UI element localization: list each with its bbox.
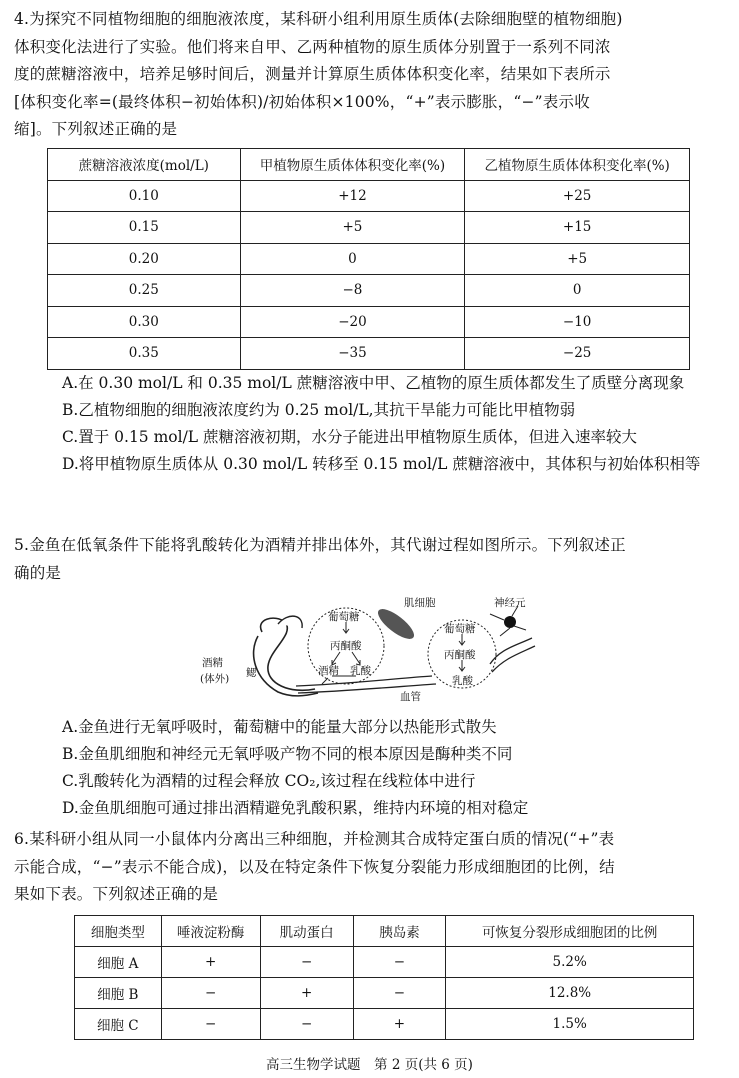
table-header-cell: 肌动蛋白: [260, 916, 353, 947]
table-cell: +: [161, 947, 260, 978]
q6-line: 果如下表。下列叙述正确的是: [14, 885, 219, 903]
option-b: B.乙植物细胞的细胞液浓度约为 0.25 mol/L,其抗干旱能力可能比甲植物弱: [62, 401, 576, 419]
q4-line: 度的蔗糖溶液中，培养足够时间后，测量并计算原生质体体积变化率，结果如下表所示: [14, 65, 611, 83]
q5-line: 确的是: [14, 563, 62, 582]
table-header-cell: 乙植物原生质体体积变化率(%): [465, 149, 690, 181]
q6-data-table: [74, 915, 694, 1040]
q4-line: 缩]。下列叙述正确的是: [14, 120, 178, 138]
table-cell: +5: [465, 243, 690, 275]
question-5-stem: [14, 532, 726, 587]
table-header-row: [75, 916, 694, 947]
gill-cap: [278, 616, 302, 628]
label-blood-vessel: 血管: [400, 691, 421, 703]
q4-line: [体积变化率=(最终体积−初始体积)/初始体积×100%，“+”表示膨胀，“−”表示收: [14, 92, 590, 111]
table-cell: 12.8%: [446, 978, 694, 1009]
question-4-stem: [14, 6, 726, 144]
arrow-icon: [332, 652, 340, 665]
q4-line: 体积变化法进行了实验。他们将来自甲、乙两种植物的原生质体分别置于一系列不同浓: [14, 37, 611, 56]
label-lactate-neuron: 乳酸: [452, 675, 473, 687]
table-header-cell: 胰岛素: [353, 916, 446, 947]
label-pyruvate-muscle: 丙酮酸: [330, 640, 362, 652]
option-d: D.将甲植物原生质体从 0.30 mol/L 转移至 0.15 mol/L 蔗糖溶液中，其体积与初始体积相等: [62, 455, 701, 473]
arrow-icon: [343, 622, 349, 633]
label-gill: 鳃: [246, 667, 257, 679]
table-header-cell: 唾液淀粉酶: [161, 916, 260, 947]
option-c: C.乳酸转化为酒精的过程会释放 CO₂,该过程在线粒体中进行: [62, 772, 476, 790]
label-neuron: 神经元: [494, 597, 526, 609]
option-c: C.置于 0.15 mol/L 蔗糖溶液初期，水分子能进出甲植物原生质体，但进入速率较大: [62, 428, 638, 446]
label-muscle-cell: 肌细胞: [404, 597, 436, 609]
label-pyruvate-neuron: 丙酮酸: [444, 649, 476, 661]
table-cell: +12: [240, 180, 465, 212]
label-glucose-muscle: 葡萄糖: [328, 611, 360, 623]
table-header-cell: 蔗糖溶液浓度(mol/L): [48, 149, 241, 181]
muscle-fiber-shape: [374, 604, 419, 644]
table-cell: −: [260, 947, 353, 978]
option-b: B.金鱼肌细胞和神经元无氧呼吸产物不同的根本原因是酶种类不同: [62, 745, 513, 763]
arrow-icon: [459, 634, 465, 645]
table-row: [75, 947, 694, 978]
table-cell: 细胞 A: [75, 947, 162, 978]
table-cell: +: [260, 978, 353, 1009]
table-row: [48, 275, 690, 307]
gill-outline: [261, 618, 315, 690]
label-outside: (体外): [200, 673, 230, 685]
table-cell: −: [161, 1009, 260, 1040]
table-row: [48, 212, 690, 244]
table-cell: −10: [465, 306, 690, 338]
nerve-line: [490, 638, 532, 664]
table-cell: 0: [465, 275, 690, 307]
table-header-cell: 甲植物原生质体体积变化率(%): [240, 149, 465, 181]
table-cell: 0.30: [48, 306, 241, 338]
page-footer: 高三生物学试题 第 2 页(共 6 页): [266, 1057, 473, 1073]
table-cell: 0: [240, 243, 465, 275]
table-cell: 0.15: [48, 212, 241, 244]
label-ethanol-outside: 酒精: [202, 657, 223, 669]
table-cell: −: [161, 978, 260, 1009]
table-cell: −: [353, 947, 446, 978]
option-d: D.金鱼肌细胞可通过排出酒精避免乳酸积累，维持内环境的相对稳定: [62, 799, 529, 817]
table-cell: −: [353, 978, 446, 1009]
table-cell: 细胞 C: [75, 1009, 162, 1040]
label-glucose-neuron: 葡萄糖: [444, 623, 476, 635]
option-a: A.金鱼进行无氧呼吸时，葡萄糖中的能量大部分以热能形式散失: [62, 718, 497, 736]
goldfish-metabolism-diagram: [200, 594, 542, 706]
table-header-row: [48, 149, 690, 181]
q4-data-table: [47, 148, 690, 370]
arrow-icon: [352, 652, 360, 665]
table-cell: −8: [240, 275, 465, 307]
q4-options: [62, 370, 722, 478]
table-header-cell: 可恢复分裂形成细胞团的比例: [446, 916, 694, 947]
table-row: [75, 1009, 694, 1040]
question-6-stem: [14, 826, 726, 909]
table-cell: 0.35: [48, 338, 241, 370]
table-cell: 0.10: [48, 180, 241, 212]
q5-line: 5.金鱼在低氧条件下能将乳酸转化为酒精并排出体外，其代谢过程如图所示。下列叙述正: [14, 536, 626, 554]
table-row: [48, 180, 690, 212]
arrow-icon: [322, 678, 328, 684]
table-cell: 1.5%: [446, 1009, 694, 1040]
table-cell: 0.25: [48, 275, 241, 307]
blood-vessel-line: [296, 676, 432, 686]
table-row: [48, 306, 690, 338]
q5-options: [62, 714, 722, 822]
q4-line: 4.为探究不同植物细胞的细胞液浓度，某科研小组利用原生质体(去除细胞壁的植物细胞): [14, 10, 623, 28]
table-cell: 细胞 B: [75, 978, 162, 1009]
table-cell: 5.2%: [446, 947, 694, 978]
table-cell: −: [260, 1009, 353, 1040]
table-row: [75, 978, 694, 1009]
table-cell: −20: [240, 306, 465, 338]
arrow-icon: [459, 660, 465, 671]
table-cell: +5: [240, 212, 465, 244]
label-lactate-muscle: 乳酸: [350, 665, 371, 677]
table-cell: +: [353, 1009, 446, 1040]
table-cell: +15: [465, 212, 690, 244]
table-cell: −35: [240, 338, 465, 370]
table-cell: −25: [465, 338, 690, 370]
q6-line: 6.某科研小组从同一小鼠体内分离出三种细胞，并检测其合成特定蛋白质的情况(“+”表: [14, 830, 615, 848]
table-cell: +25: [465, 180, 690, 212]
table-row: [48, 338, 690, 370]
table-header-cell: 细胞类型: [75, 916, 162, 947]
nerve-line: [492, 646, 535, 672]
q6-line: 示能合成，“−”表示不能合成)，以及在特定条件下恢复分裂能力形成细胞团的比例，结: [14, 857, 615, 876]
label-ethanol-muscle: 酒精: [318, 665, 339, 677]
table-row: [48, 243, 690, 275]
option-a: A.在 0.30 mol/L 和 0.35 mol/L 蔗糖溶液中甲、乙植物的原生质体都发生了质壁分离现象: [62, 374, 685, 392]
table-cell: 0.20: [48, 243, 241, 275]
